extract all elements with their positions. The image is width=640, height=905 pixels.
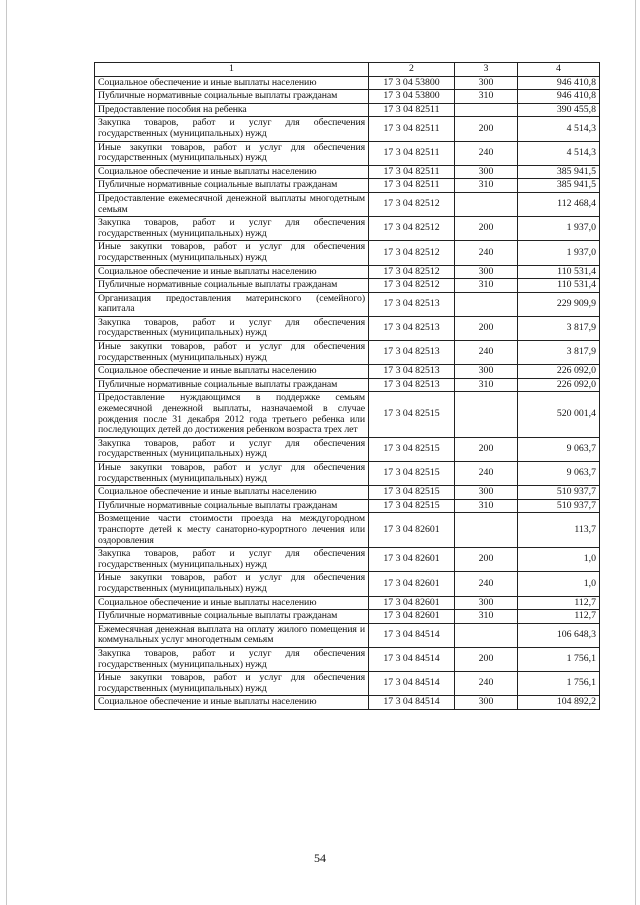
- table-row: [95, 117, 600, 141]
- row-expense-type-cell: 200: [455, 437, 518, 461]
- row-code-cell: 17 3 04 82512: [369, 279, 455, 293]
- budget-table: [94, 62, 600, 710]
- row-name-cell: Иные закупки товаров, работ и услуг для обеспечения государственных (муниципальных) нужд: [95, 462, 369, 486]
- row-expense-type-cell: 310: [455, 90, 518, 104]
- table-row: [95, 341, 600, 365]
- row-amount-cell: 390 455,8: [518, 103, 600, 117]
- row-amount-cell: 113,7: [518, 513, 600, 548]
- row-amount-cell: 112,7: [518, 610, 600, 624]
- column-header-code: 2: [369, 63, 455, 77]
- row-name-cell: Социальное обеспечение и иные выплаты населению: [95, 265, 369, 279]
- table-body: [95, 76, 600, 709]
- table-row: [95, 141, 600, 165]
- row-name-cell: Публичные нормативные социальные выплаты гражданам: [95, 378, 369, 392]
- table-row: [95, 179, 600, 193]
- row-amount-cell: 112,7: [518, 596, 600, 610]
- row-expense-type-cell: [455, 192, 518, 216]
- row-amount-cell: 4 514,3: [518, 141, 600, 165]
- row-expense-type-cell: 310: [455, 179, 518, 193]
- table-row: [95, 596, 600, 610]
- row-code-cell: 17 3 04 82513: [369, 341, 455, 365]
- row-code-cell: 17 3 04 82601: [369, 596, 455, 610]
- row-code-cell: 17 3 04 82511: [369, 179, 455, 193]
- row-name-cell: Иные закупки товаров, работ и услуг для обеспечения государственных (муниципальных) нужд: [95, 141, 369, 165]
- column-header-expense-type: 3: [455, 63, 518, 77]
- row-amount-cell: 226 092,0: [518, 378, 600, 392]
- table-row: [95, 623, 600, 647]
- row-amount-cell: 112 468,4: [518, 192, 600, 216]
- row-code-cell: 17 3 04 82601: [369, 572, 455, 596]
- row-expense-type-cell: [455, 292, 518, 316]
- table-row: [95, 647, 600, 671]
- row-code-cell: 17 3 04 82512: [369, 241, 455, 265]
- row-code-cell: 17 3 04 82513: [369, 378, 455, 392]
- table-row: [95, 365, 600, 379]
- row-expense-type-cell: [455, 623, 518, 647]
- row-code-cell: 17 3 04 82601: [369, 610, 455, 624]
- row-amount-cell: 1,0: [518, 548, 600, 572]
- row-expense-type-cell: 300: [455, 696, 518, 710]
- row-expense-type-cell: [455, 513, 518, 548]
- table-row: [95, 90, 600, 104]
- row-amount-cell: 9 063,7: [518, 462, 600, 486]
- table-row: [95, 192, 600, 216]
- table-row: [95, 76, 600, 90]
- table-row: [95, 672, 600, 696]
- row-expense-type-cell: 240: [455, 572, 518, 596]
- row-amount-cell: 946 410,8: [518, 90, 600, 104]
- row-name-cell: Закупка товаров, работ и услуг для обеспечения государственных (муниципальных) нужд: [95, 117, 369, 141]
- page-number: 54: [314, 851, 326, 865]
- row-expense-type-cell: 200: [455, 548, 518, 572]
- row-amount-cell: 520 001,4: [518, 392, 600, 437]
- table-row: [95, 392, 600, 437]
- row-expense-type-cell: 240: [455, 462, 518, 486]
- row-amount-cell: 104 892,2: [518, 696, 600, 710]
- row-code-cell: 17 3 04 82511: [369, 141, 455, 165]
- row-name-cell: Публичные нормативные социальные выплаты гражданам: [95, 279, 369, 293]
- row-name-cell: Социальное обеспечение и иные выплаты населению: [95, 365, 369, 379]
- row-code-cell: 17 3 04 82512: [369, 217, 455, 241]
- row-name-cell: Предоставление пособия на ребенка: [95, 103, 369, 117]
- row-expense-type-cell: 300: [455, 165, 518, 179]
- row-code-cell: 17 3 04 82511: [369, 117, 455, 141]
- table-row: [95, 292, 600, 316]
- row-expense-type-cell: 240: [455, 141, 518, 165]
- row-name-cell: Публичные нормативные социальные выплаты гражданам: [95, 90, 369, 104]
- row-name-cell: Иные закупки товаров, работ и услуг для обеспечения государственных (муниципальных) нужд: [95, 341, 369, 365]
- row-name-cell: Социальное обеспечение и иные выплаты населению: [95, 486, 369, 500]
- row-name-cell: Социальное обеспечение и иные выплаты населению: [95, 596, 369, 610]
- row-amount-cell: 3 817,9: [518, 316, 600, 340]
- row-code-cell: 17 3 04 82515: [369, 437, 455, 461]
- table-row: [95, 548, 600, 572]
- table-row: [95, 279, 600, 293]
- row-expense-type-cell: 240: [455, 672, 518, 696]
- row-code-cell: 17 3 04 82512: [369, 192, 455, 216]
- row-expense-type-cell: 200: [455, 647, 518, 671]
- row-amount-cell: 510 937,7: [518, 499, 600, 513]
- row-code-cell: 17 3 04 84514: [369, 696, 455, 710]
- column-header-amount: 4: [518, 63, 600, 77]
- row-amount-cell: 1 756,1: [518, 672, 600, 696]
- row-name-cell: Иные закупки товаров, работ и услуг для обеспечения государственных (муниципальных) нужд: [95, 572, 369, 596]
- table-row: [95, 572, 600, 596]
- row-code-cell: 17 3 04 53800: [369, 76, 455, 90]
- row-name-cell: Закупка товаров, работ и услуг для обеспечения государственных (муниципальных) нужд: [95, 217, 369, 241]
- row-code-cell: 17 3 04 82515: [369, 499, 455, 513]
- table-row: [95, 265, 600, 279]
- row-expense-type-cell: 240: [455, 341, 518, 365]
- page-edge-left: [6, 0, 7, 905]
- row-expense-type-cell: 200: [455, 217, 518, 241]
- row-code-cell: 17 3 04 82601: [369, 548, 455, 572]
- header-row: [95, 63, 600, 77]
- column-header-name: 1: [95, 63, 369, 77]
- row-name-cell: Закупка товаров, работ и услуг для обеспечения государственных (муниципальных) нужд: [95, 548, 369, 572]
- row-name-cell: Закупка товаров, работ и услуг для обеспечения государственных (муниципальных) нужд: [95, 647, 369, 671]
- row-code-cell: 17 3 04 82511: [369, 165, 455, 179]
- row-code-cell: 17 3 04 82513: [369, 292, 455, 316]
- row-amount-cell: 226 092,0: [518, 365, 600, 379]
- row-expense-type-cell: 240: [455, 241, 518, 265]
- table-row: [95, 378, 600, 392]
- row-name-cell: Предоставление нуждающимся в поддержке семьям ежемесячной денежной выплаты, назначаемой в случае рождения после 31 декабря 2012 года третьего ребенка или последующих детей до достижения ребенком возраста трех лет: [95, 392, 369, 437]
- table-row: [95, 610, 600, 624]
- row-code-cell: 17 3 04 82512: [369, 265, 455, 279]
- table-row: [95, 462, 600, 486]
- row-expense-type-cell: 300: [455, 486, 518, 500]
- row-name-cell: Закупка товаров, работ и услуг для обеспечения государственных (муниципальных) нужд: [95, 316, 369, 340]
- row-amount-cell: 4 514,3: [518, 117, 600, 141]
- row-code-cell: 17 3 04 82513: [369, 365, 455, 379]
- table-row: [95, 513, 600, 548]
- row-amount-cell: 3 817,9: [518, 341, 600, 365]
- row-expense-type-cell: 200: [455, 316, 518, 340]
- table-row: [95, 437, 600, 461]
- row-amount-cell: 1 756,1: [518, 647, 600, 671]
- table-row: [95, 103, 600, 117]
- table-row: [95, 241, 600, 265]
- row-amount-cell: 229 909,9: [518, 292, 600, 316]
- row-name-cell: Социальное обеспечение и иные выплаты населению: [95, 696, 369, 710]
- row-amount-cell: 1,0: [518, 572, 600, 596]
- table-row: [95, 696, 600, 710]
- row-code-cell: 17 3 04 84514: [369, 672, 455, 696]
- row-code-cell: 17 3 04 82515: [369, 486, 455, 500]
- table-row: [95, 217, 600, 241]
- row-name-cell: Публичные нормативные социальные выплаты гражданам: [95, 499, 369, 513]
- row-amount-cell: 1 937,0: [518, 241, 600, 265]
- row-expense-type-cell: 300: [455, 365, 518, 379]
- row-name-cell: Публичные нормативные социальные выплаты гражданам: [95, 610, 369, 624]
- row-name-cell: Иные закупки товаров, работ и услуг для обеспечения государственных (муниципальных) нужд: [95, 672, 369, 696]
- row-name-cell: Публичные нормативные социальные выплаты гражданам: [95, 179, 369, 193]
- row-expense-type-cell: 310: [455, 610, 518, 624]
- row-code-cell: 17 3 04 82515: [369, 462, 455, 486]
- row-code-cell: 17 3 04 53800: [369, 90, 455, 104]
- table-row: [95, 499, 600, 513]
- row-expense-type-cell: [455, 103, 518, 117]
- row-expense-type-cell: 300: [455, 76, 518, 90]
- page-edge-right: [635, 0, 636, 905]
- row-amount-cell: 385 941,5: [518, 165, 600, 179]
- row-code-cell: 17 3 04 82511: [369, 103, 455, 117]
- row-name-cell: Иные закупки товаров, работ и услуг для обеспечения государственных (муниципальных) нужд: [95, 241, 369, 265]
- row-name-cell: Возмещение части стоимости проезда на междугородном транспорте детей к месту санаторно-курортного лечения или оздоровления: [95, 513, 369, 548]
- table-row: [95, 165, 600, 179]
- row-code-cell: 17 3 04 84514: [369, 647, 455, 671]
- row-expense-type-cell: 310: [455, 378, 518, 392]
- row-expense-type-cell: 310: [455, 499, 518, 513]
- row-amount-cell: 9 063,7: [518, 437, 600, 461]
- row-name-cell: Предоставление ежемесячной денежной выплаты многодетным семьям: [95, 192, 369, 216]
- row-name-cell: Социальное обеспечение и иные выплаты населению: [95, 165, 369, 179]
- row-name-cell: Закупка товаров, работ и услуг для обеспечения государственных (муниципальных) нужд: [95, 437, 369, 461]
- row-amount-cell: 110 531,4: [518, 279, 600, 293]
- row-code-cell: 17 3 04 82601: [369, 513, 455, 548]
- table-row: [95, 316, 600, 340]
- row-expense-type-cell: 300: [455, 265, 518, 279]
- row-amount-cell: 106 648,3: [518, 623, 600, 647]
- row-expense-type-cell: [455, 392, 518, 437]
- row-expense-type-cell: 200: [455, 117, 518, 141]
- row-code-cell: 17 3 04 82515: [369, 392, 455, 437]
- table-row: [95, 486, 600, 500]
- row-name-cell: Организация предоставления материнского (семейного) капитала: [95, 292, 369, 316]
- row-amount-cell: 1 937,0: [518, 217, 600, 241]
- row-name-cell: Социальное обеспечение и иные выплаты населению: [95, 76, 369, 90]
- row-code-cell: 17 3 04 84514: [369, 623, 455, 647]
- row-amount-cell: 110 531,4: [518, 265, 600, 279]
- row-code-cell: 17 3 04 82513: [369, 316, 455, 340]
- row-amount-cell: 510 937,7: [518, 486, 600, 500]
- row-expense-type-cell: 310: [455, 279, 518, 293]
- row-expense-type-cell: 300: [455, 596, 518, 610]
- row-amount-cell: 385 941,5: [518, 179, 600, 193]
- row-amount-cell: 946 410,8: [518, 76, 600, 90]
- row-name-cell: Ежемесячная денежная выплата на оплату жилого помещения и коммунальных услуг многодетным семьям: [95, 623, 369, 647]
